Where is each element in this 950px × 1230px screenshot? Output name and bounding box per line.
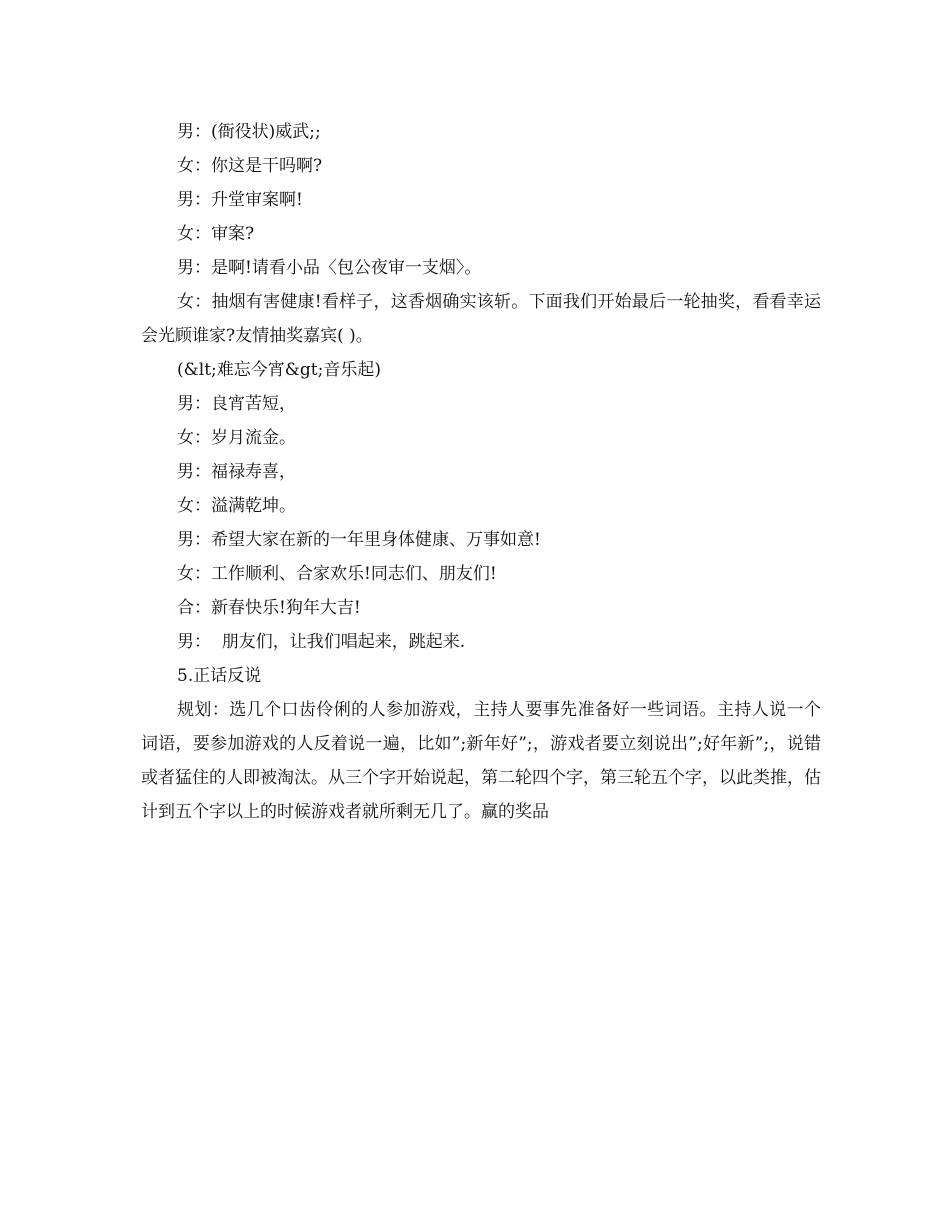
body-paragraph: 规划：选几个口齿伶俐的人参加游戏，主持人要事先准备好一些词语。主持人说一个词语，要参加游戏的人反着说一遍，比如”;新年好”;，游戏者要立刻说出”;好年新”;，说错或者猛住的人即被淘汰。从三个字开始说起，第二轮四个字，第三轮五个字，以此类推，估计到五个字以上的时候游戏者就所剩无几了。赢的奖品	[141, 700, 821, 822]
stage-direction: (&lt;难忘今宵&gt;音乐起)	[177, 360, 381, 380]
dialogue-line: 女：岁月流金。	[177, 428, 296, 448]
dialogue-line: 合：新春快乐!狗年大吉!	[177, 598, 361, 618]
dialogue-line: 女：抽烟有害健康!看样子，这香烟确实该斩。下面我们开始最后一轮抽奖，看看幸运会光顾谁家?友情抽奖嘉宾( )。	[141, 292, 821, 346]
dialogue-line: 女：你这是干吗啊?	[177, 156, 323, 176]
dialogue-line: 男：希望大家在新的一年里身体健康、万事如意!	[177, 530, 541, 550]
dialogue-line: 男：福禄寿喜，	[177, 462, 296, 482]
dialogue-line: 男：良宵苦短，	[177, 394, 296, 414]
dialogue-line: 男： 朋友们，让我们唱起来，跳起来.	[177, 632, 466, 652]
section-heading: 5.正话反说	[177, 666, 262, 686]
dialogue-line: 女：溢满乾坤。	[177, 496, 296, 516]
dialogue-line: 男：升堂审案啊!	[177, 190, 303, 210]
dialogue-line: 男：(衙役状)威武;;	[177, 122, 321, 142]
document-body	[141, 115, 821, 829]
dialogue-line: 女：工作顺利、合家欢乐!同志们、朋友们!	[177, 564, 497, 584]
dialogue-line: 女：审案?	[177, 224, 255, 244]
dialogue-line: 男：是啊!请看小品〈包公夜审一支烟〉。	[177, 258, 482, 278]
